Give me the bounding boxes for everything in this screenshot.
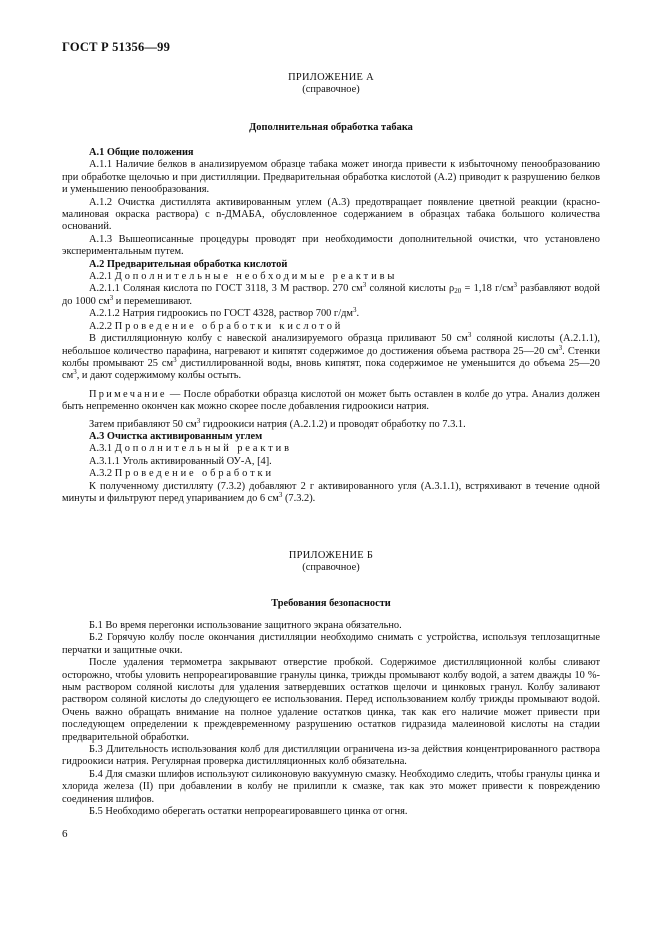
note-text: — После обработки образца кислотой он может быть оставлен в колбе до утра. Анализ должен быть непременно окончен как можно скорее после добавления гидроокиси натрия. bbox=[62, 388, 600, 413]
appendix-b-subtitle: (справочное) bbox=[302, 562, 360, 573]
text-span: Затем прибавляют 50 см bbox=[89, 418, 197, 430]
text-span: В дистилляционную колбу с навеской анализируемого образца приливают 50 см bbox=[89, 333, 468, 345]
paragraph-a13: А.1.3 Вышеописанные процедуры проводят при необходимости дополнительной очистки, что установлено экспериментальным путем. bbox=[62, 233, 600, 258]
superscript: 3 bbox=[73, 368, 77, 377]
section-a3-heading: А.3 Очистка активированным углем bbox=[89, 430, 263, 442]
section-a2-heading: А.2 Предварительная обработка кислотой bbox=[89, 258, 288, 270]
superscript: 3 bbox=[196, 416, 201, 425]
text-span: А.2.1.1 Соляная кислота по ГОСТ 3118, 3 М раствор. 270 см bbox=[89, 283, 363, 295]
appendix-b-heading: Требования безопасности bbox=[271, 598, 391, 609]
subsection-a22 bbox=[62, 321, 600, 333]
superscript: 3 bbox=[352, 306, 357, 315]
paragraph-a311: А.3.1.1 Уголь активированный ОУ-А, [4]. bbox=[89, 455, 272, 467]
text-span: соляной кислоты (А.2.1.1), небольшое количество парафина, нагревают и кипятят содержимое до достижения объема раствора 25—20 см bbox=[62, 333, 600, 357]
paragraph-b3: Б.3 Длительность использования колб для дистилляции ограничена из-за действия концентрированного раствора гидроокиси натрия. Регулярная проверка дистилляционных колб обязательна. bbox=[62, 744, 600, 768]
superscript: 3 bbox=[173, 355, 177, 364]
text-span: . Стенки колбы промывают 25 см bbox=[62, 345, 601, 369]
text-span: дистиллированной воды, вновь кипятят, пока содержимое не уменьшится до объема 25—20 см bbox=[62, 357, 601, 382]
appendix-a-subtitle: (справочное) bbox=[302, 84, 360, 95]
text-span: = 1,18 г/см bbox=[461, 283, 514, 295]
paragraph-b4: Б.4 Для смазки шлифов используют силиконовую вакуумную смазку. Необходимо следить, чтобы гранулы цинка и хлорида железа (II) при добавлении в колбу не прилипли к смазке, так как это может привести к повреждению соединения шлифов. bbox=[62, 768, 600, 805]
subsection-a31-number: А.3.1 bbox=[89, 443, 113, 455]
paragraph-b2-continued: После удаления термометра закрывают отверстие пробкой. Содержимое дистилляционной колбы сливают осторожно, чтобы уловить непрореагировавшие гранулы цинка, трижды промывают колбу водой, а затем дважды 10 %-ным раствором соляной кислоты для удаления затвердевших остатков щелочи и цинковых гранул. Колбу заливают раствором соляной кислоты до следующего ее использования. Перед использованием колбу трижды промывают водой. Очень важно обращать внимание на полное удаление остатков цинка, так как его наличие может привести при последующем определении к преждевременному разрушению остатков гидразида малеиновой кислоты на стадии предварительной обработки. bbox=[62, 657, 600, 743]
paragraph-b5: Б.5 Необходимо оберегать остатки непрореагировавшего цинка от огня. bbox=[89, 806, 408, 818]
text-span: и перемешивают. bbox=[113, 295, 193, 307]
superscript: 3 bbox=[467, 331, 472, 340]
subsection-a31 bbox=[62, 443, 600, 455]
subsection-a21-number: А.2.1 bbox=[89, 271, 113, 283]
text-span: А.2.1.2 Натрия гидроокись по ГОСТ 4328, раствор 700 г/дм bbox=[89, 308, 353, 320]
paragraph-a211 bbox=[62, 283, 600, 308]
paragraph-a22 bbox=[62, 333, 600, 383]
paragraph-a212: А.2.1.2 Натрия гидроокись по ГОСТ 4328, раствор 700 $г/дм^3$. bbox=[89, 306, 360, 320]
subsection-a32-title: Проведение обработки bbox=[114, 468, 274, 480]
page-number: 6 bbox=[62, 828, 68, 840]
text-span: , и дают содержимому колбы остыть. bbox=[76, 370, 242, 382]
document-header: ГОСТ Р 51356—99 bbox=[62, 40, 171, 54]
appendix-a-title: ПРИЛОЖЕНИЕ А bbox=[288, 72, 374, 83]
paragraph-a12: А.1.2 Очистка дистиллята активированным углем (А.3) предотвращает появление цветной реакции (красно-малиновая окраска раствора) с n-ДМАБА, обусловленное содержанием в образцах табака большого количества оснований. bbox=[62, 196, 600, 233]
text-span: разбавляют водой до 1000 см bbox=[62, 283, 600, 307]
paragraph-b1: Б.1 Во время перегонки использование защитного экрана обязательно. bbox=[89, 620, 402, 631]
paragraph-b2: Б.2 Горячую колбу после окончания дистилляции необходимо снимать с устройства, используя теплозащитные перчатки и защитные очки. bbox=[62, 632, 600, 656]
appendix-a-body bbox=[62, 147, 600, 505]
text-span: соляной кислоты ρ bbox=[366, 283, 455, 295]
paragraph-then bbox=[62, 416, 600, 431]
section-a1-heading: А.1 Общие положения bbox=[89, 147, 194, 158]
superscript: 3 bbox=[558, 343, 563, 352]
superscript: 3 bbox=[513, 281, 517, 290]
subscript: 20 bbox=[454, 287, 462, 296]
text-span: гидроокиси натрия (А.2.1.2) и проводят обработку по 7.3.1. bbox=[200, 418, 466, 430]
appendix-b-body bbox=[62, 620, 600, 819]
text-span: (7.3.2). bbox=[282, 492, 316, 504]
subsection-a32 bbox=[62, 468, 600, 480]
note-label: Примечание bbox=[89, 388, 167, 400]
text-span: К полученному дистилляту (7.3.2) добавляют 2 г активированного угля (А.3.1.1), встряхивают в течение одной минуты и фильтруют перед упариванием до 6 см bbox=[62, 480, 600, 504]
superscript: 3 bbox=[362, 281, 367, 290]
subsection-a22-title: Проведение обработки кислотой bbox=[114, 320, 344, 332]
subsection-a22-number: А.2.2 bbox=[89, 320, 113, 332]
paragraph-a32 bbox=[62, 481, 600, 506]
subsection-a32-number: А.3.2 bbox=[89, 468, 113, 480]
superscript: 3 bbox=[278, 490, 283, 499]
superscript: 3 bbox=[109, 293, 114, 302]
note bbox=[62, 389, 600, 414]
appendix-b-title: ПРИЛОЖЕНИЕ Б bbox=[288, 550, 374, 561]
subsection-a21-title: Дополнительные необходимые реактивы bbox=[114, 271, 398, 283]
subsection-a21 bbox=[62, 271, 600, 283]
appendix-a-heading: Дополнительная обработка табака bbox=[249, 122, 413, 133]
paragraph-a11: А.1.1 Наличие белков в анализируемом образце табака может иногда привести к избыточному пенообразованию при обработке щелочью и при дистилляции. Предварительная обработка кислотой (А.2) приводит к разрушению белков и уменьшению пенообразования. bbox=[62, 159, 600, 196]
subsection-a31-title: Дополнительный реактив bbox=[114, 443, 292, 455]
